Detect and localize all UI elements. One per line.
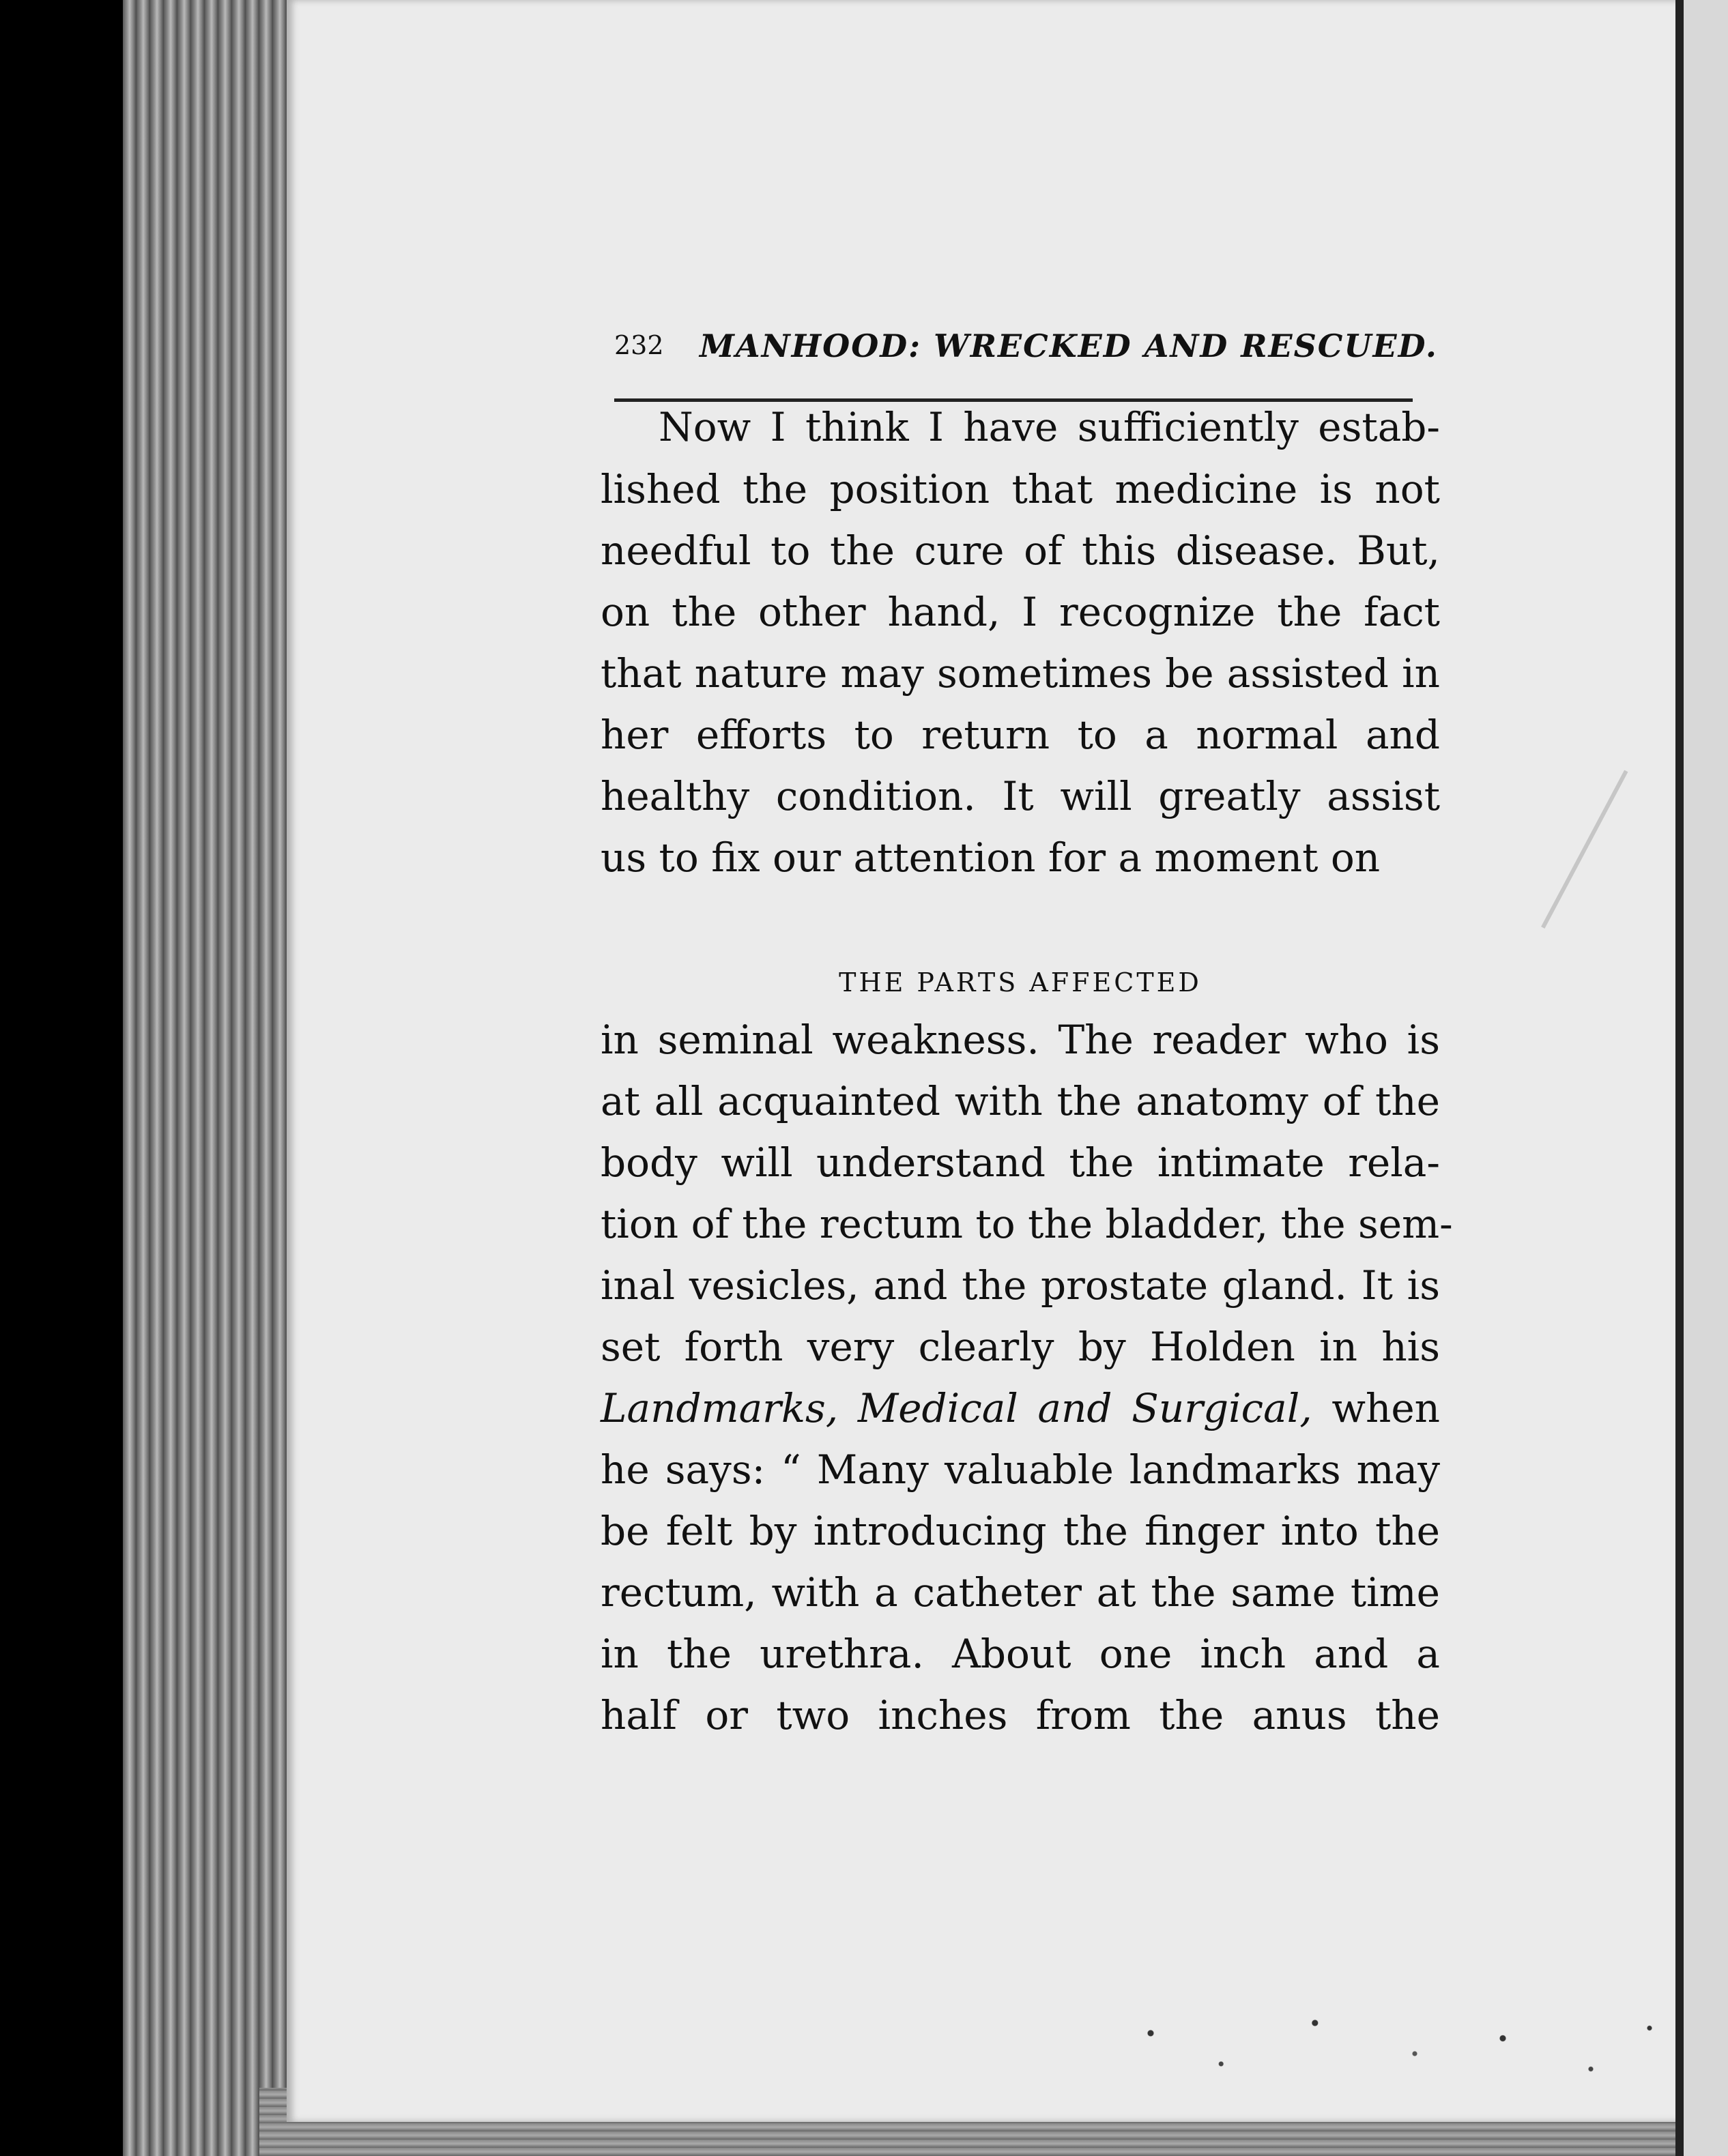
page-number: 232 xyxy=(614,330,664,360)
page-edges-left xyxy=(123,0,293,2156)
header-rule xyxy=(614,398,1413,402)
running-header xyxy=(614,321,1438,368)
text-line: us to fix our attention for a moment on xyxy=(601,834,1381,881)
text-line: he says: “ Many valuable landmarks may xyxy=(601,1446,1440,1493)
text-line: in seminal weakness. The reader who is xyxy=(601,1017,1440,1063)
facing-page-edge xyxy=(1675,0,1728,2156)
text-line: lished the position that medicine is not xyxy=(601,466,1440,512)
text-line: her efforts to return to a normal and xyxy=(601,712,1440,758)
citation-tail: when xyxy=(1331,1385,1441,1431)
text-line: tion of the rectum to the bladder, the sem- xyxy=(601,1201,1453,1247)
text-line: on the other hand, I recognize the fact xyxy=(601,589,1440,635)
section-heading: THE PARTS AFFECTED xyxy=(839,967,1202,997)
citation-title: Landmarks, Medical and Surgical, xyxy=(601,1385,1312,1431)
text-line: needful to the cure of this disease. But, xyxy=(601,527,1440,574)
text-line: half or two inches from the anus the xyxy=(601,1692,1440,1738)
running-title: MANHOOD: WRECKED AND RESCUED. xyxy=(700,327,1438,364)
text-line: inal vesicles, and the prostate gland. It is xyxy=(601,1262,1440,1309)
text-line: in the urethra. About one inch and a xyxy=(601,1631,1440,1677)
text-line: body will understand the intimate rela- xyxy=(601,1139,1440,1186)
text-line-citation xyxy=(601,1385,1440,1431)
text-line: healthy condition. It will greatly assist xyxy=(601,773,1440,819)
text-line: Now I think I have sufficiently estab- xyxy=(659,404,1440,450)
text-line: set forth very clearly by Holden in his xyxy=(601,1324,1440,1370)
text-line: at all acquainted with the anatomy of the xyxy=(601,1078,1440,1124)
scan-specks xyxy=(1092,1992,1679,2095)
text-line: be felt by introducing the finger into the xyxy=(601,1508,1440,1554)
text-line: that nature may sometimes be assisted in xyxy=(601,650,1440,697)
text-line: rectum, with a catheter at the same time xyxy=(601,1569,1440,1616)
